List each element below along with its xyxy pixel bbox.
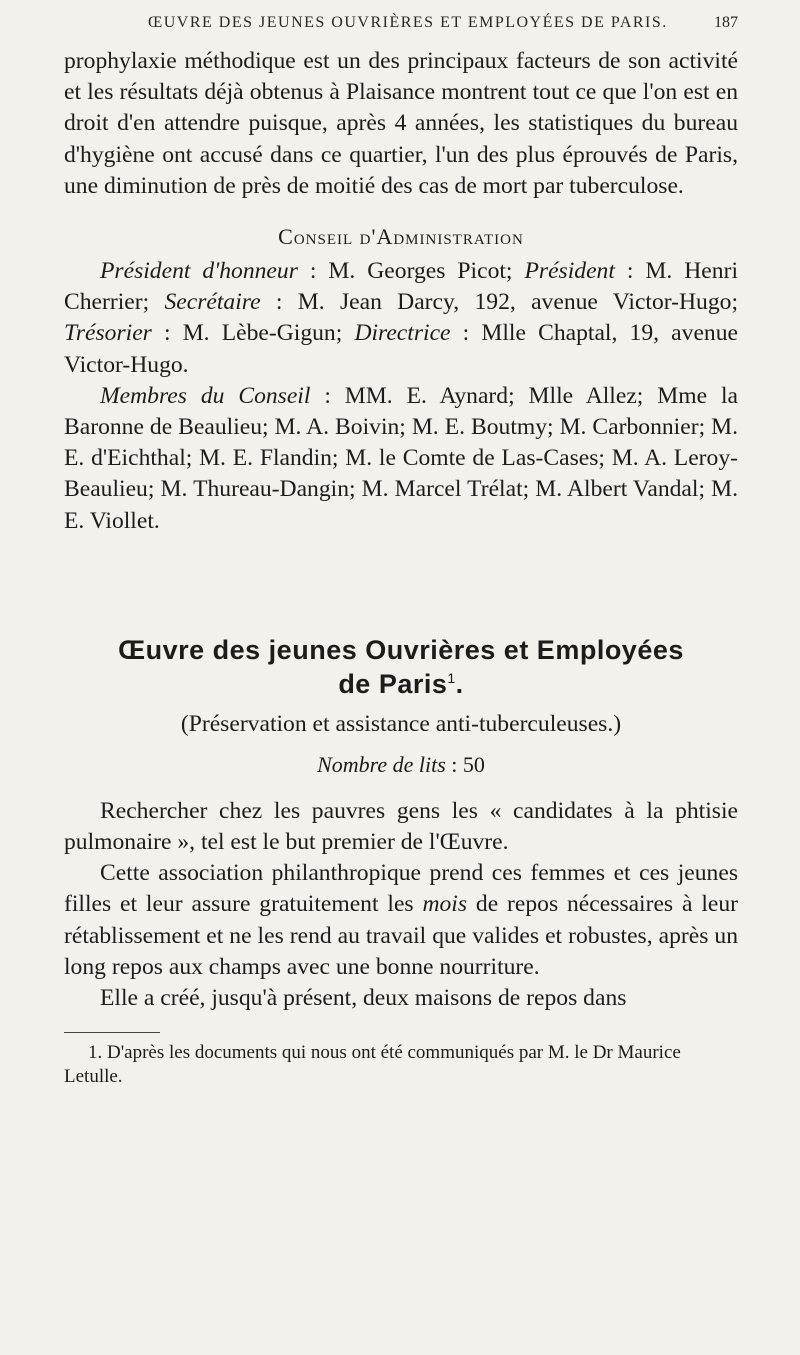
officer-president: : M. Henri Cherrier; (64, 258, 738, 316)
officer-treasurer: : M. Lèbe-Gigun; (151, 320, 355, 347)
p2-emphasis: mois (422, 891, 468, 918)
beds-label: Nombre de lits (317, 751, 446, 777)
organization-subtitle: (Préservation et assistance anti-tuberculeuses.) (180, 710, 622, 737)
p2-end: de repos nécessaires à leur rétablissement et ne les rend au travail que valides et robustes, après un long repos aux champs avec une bonne nourriture. (64, 891, 738, 980)
running-header (148, 14, 738, 32)
officer-secretary: : M. Jean Darcy, 192, avenue Victor-Hugo; (260, 289, 739, 316)
org-title-line2: de Paris (338, 668, 448, 699)
beds-count (64, 752, 738, 778)
paragraph-houses: Elle a créé, jusqu'à présent, deux maisons de repos dans (100, 985, 627, 1012)
intro-paragraph: prophylaxie méthodique est un des principaux facteurs de son activité et les résultats déjà obtenus à Plaisance montrent tout ce que l'on est en droit d'en attendre puisque, après 4 années, les statistiques du bureau d'hygiène ont accusé dans ce quartier, l'un des plus éprouvés de Paris, une diminution de près de moitié des cas de mort par tuberculose. (64, 48, 738, 199)
page-number: 187 (714, 14, 738, 31)
footnote-marker: 1 (447, 669, 456, 686)
members-list: : MM. E. Aynard; Mlle Allez; Mme la Baronne de Beaulieu; M. A. Boivin; M. E. Boutmy; M. Carbonnier; M. E. d'Eichthal; M. E. Flandin; M. le Comte de Las-Cases; M. A. Leroy-Beaulieu; M. Thureau-Dangin; M. Marcel Trélat; M. Albert Vandal; M. E. Viollet. (64, 382, 738, 534)
paragraph-association (64, 858, 738, 983)
council-section (64, 224, 738, 537)
members-label: Membres du Conseil (100, 382, 311, 409)
officer-director: : Mlle Chaptal, 19, avenue Victor-Hugo. (64, 320, 738, 378)
footnote-rule (64, 1032, 160, 1033)
role-director: Directrice (354, 320, 451, 347)
role-president: Président (524, 258, 615, 285)
org-title-line1: Œuvre des jeunes Ouvrières et Employées (118, 634, 684, 665)
running-title: ŒUVRE DES JEUNES OUVRIÈRES ET EMPLOYÉES DE PARIS. (148, 14, 668, 31)
council-title: Conseil d'Administration (278, 224, 524, 250)
role-honorary-president: Président d'honneur (100, 258, 298, 285)
council-officers (64, 256, 738, 381)
footnote: 1. D'après les documents qui nous ont été communiqués par M. le Dr Maurice Letulle. (64, 1042, 681, 1088)
officer-honorary-president: : M. Georges Picot; (297, 258, 525, 285)
organization-title (64, 633, 738, 701)
beds-value: : 50 (445, 751, 485, 777)
paragraph-goal: Rechercher chez les pauvres gens les « candidates à la phtisie pulmonaire », tel est le but premier de l'Œuvre. (64, 797, 738, 856)
council-members (64, 381, 738, 537)
p2-start: Cette association philanthropique prend ces femmes et ces jeunes filles et leur assure gratuitement les (64, 860, 738, 918)
org-title-end: . (455, 668, 464, 699)
role-treasurer: Trésorier (64, 320, 152, 347)
role-secretary: Secrétaire (164, 289, 261, 316)
